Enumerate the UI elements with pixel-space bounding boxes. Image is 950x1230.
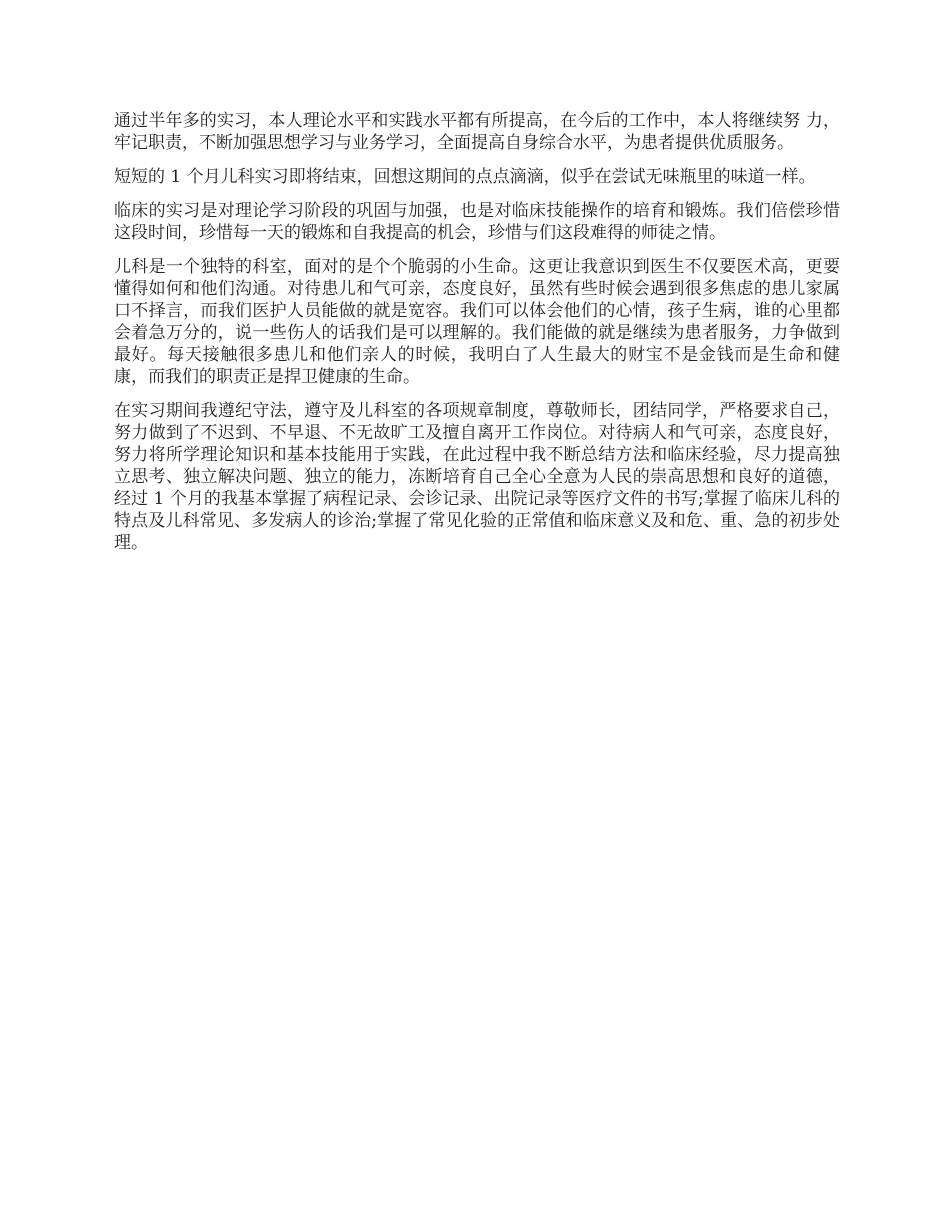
paragraph-1: 通过半年多的实习，本人理论水平和实践水平都有所提高，在今后的工作中，本人将继续努 力，牢记职责，不断加强思想学习与业务学习，全面提高自身综合水平，为患者提供优质服务。: [114, 111, 840, 153]
paragraph-5: 在实习期间我遵纪守法，遵守及儿科室的各项规章制度，尊敬师长，团结同学，严格要求自己，努力做到了不迟到、不早退、不无故旷工及擅自离开工作岗位。对待病人和气可亲，态度良好，努力将所学理论知识和基本技能用于实践，在此过程中我不断总结方法和临床经验，尽力提高独立思考、独立解决问题、独立的能力，冻断培育自己全心全意为人民的崇高思想和良好的道德，经过 1 个月的我基本掌握了病程记录、会诊记录、出院记录等医疗文件的书写;掌握了临床儿科的特点及儿科常见、多发病人的诊治;掌握了常见化验的正常值和临床意义及和危、重、急的初步处理。: [114, 401, 840, 553]
document-body: [114, 110, 840, 566]
paragraph-4: 儿科是一个独特的科室，面对的是个个脆弱的小生命。这更让我意识到医生不仅要医术高，更要懂得如何和他们沟通。对待患儿和气可亲，态度良好，虽然有些时候会遇到很多焦虑的患儿家属口不择言，而我们医护人员能做的就是宽容。我们可以体会他们的心情，孩子生病，谁的心里都会着急万分的，说一些伤人的话我们是可以理解的。我们能做的就是继续为患者服务，力争做到最好。每天接触很多患儿和他们亲人的时候，我明白了人生最大的财宝不是金钱而是生命和健康，而我们的职责正是捍卫健康的生命。: [114, 257, 840, 387]
paragraph-3: 临床的实习是对理论学习阶段的巩固与加强，也是对临床技能操作的培育和锻炼。我们倍偿珍惜这段时间，珍惜每一天的锻炼和自我提高的机会，珍惜与们这段难得的师徒之情。: [114, 201, 840, 243]
paragraph-2: 短短的 1 个月儿科实习即将结束，回想这期间的点点滴滴，似乎在尝试无味瓶里的味道一样。: [114, 167, 816, 187]
